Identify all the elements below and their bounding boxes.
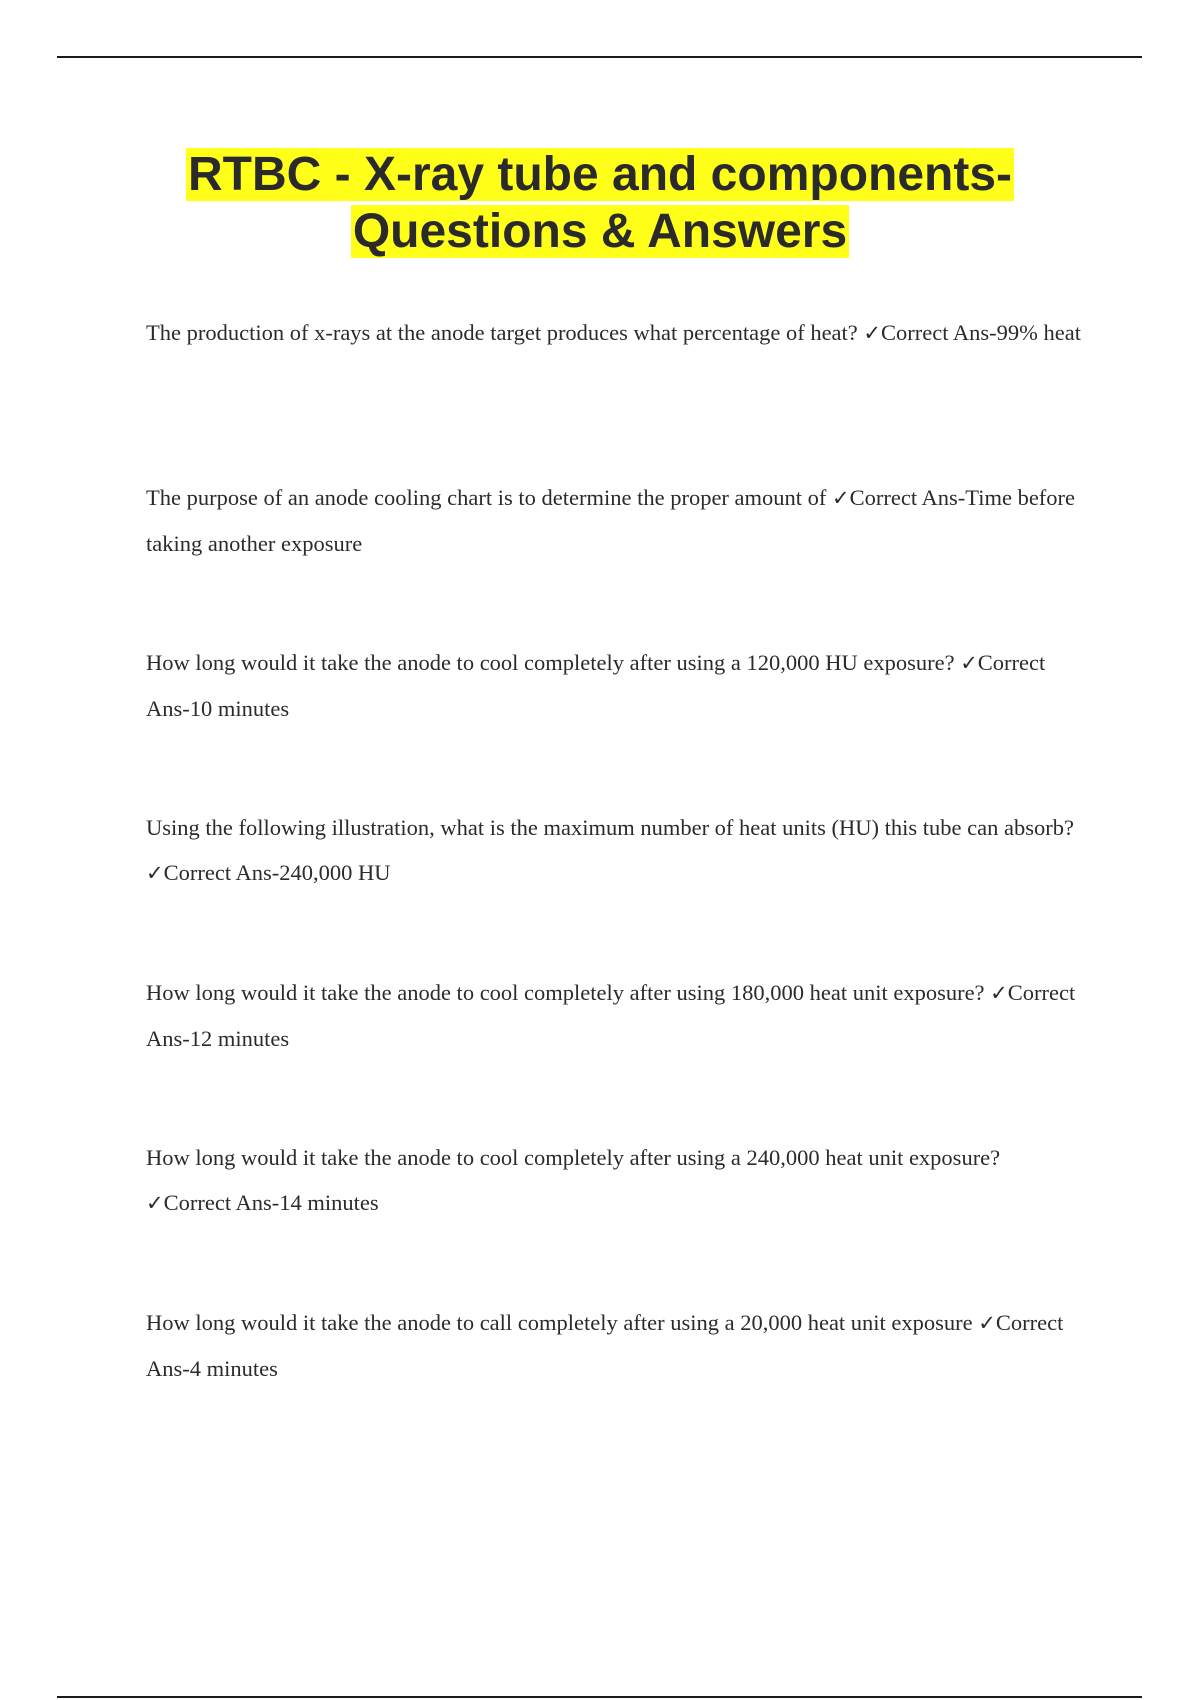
answer-prefix: Correct Ans- [849,485,966,510]
checkmark-icon: ✓ [146,861,164,885]
question-text: The purpose of an anode cooling chart is to determine the proper amount of [146,485,833,510]
answer-text: 12 minutes [189,1026,290,1051]
title-line-2: Questions & Answers [352,205,848,258]
answer-text: 240,000 HU [279,860,391,885]
qa-item-5 [146,970,1086,1090]
answer-prefix: Correct Ans- [881,320,997,345]
checkmark-icon: ✓ [960,651,978,675]
answer-text: 4 minutes [189,1356,278,1381]
qa-item-1 [146,310,1086,430]
top-divider [57,56,1142,58]
answer-text: 14 minutes [279,1190,379,1215]
answer-text: 10 minutes [189,696,290,721]
question-text: How long would it take the anode to cool completely after using 180,000 heat unit exposure? [146,980,991,1005]
question-text: How long would it take the anode to call completely after using a 20,000 heat unit exposure [146,1310,979,1335]
question-text: Using the following illustration, what is the maximum number of heat units (HU) this tube can absorb? [146,815,1074,840]
qa-item-3 [146,640,1086,760]
document-title [0,146,1200,260]
qa-item-4 [146,805,1086,925]
answer-text: Time before taking another exposure [146,485,1076,556]
answer-prefix: Correct Ans- [146,1310,1064,1381]
qa-list [146,310,1086,1420]
checkmark-icon: ✓ [146,1191,164,1215]
checkmark-icon: ✓ [990,981,1008,1005]
question-text: How long would it take the anode to cool completely after using a 120,000 HU exposure? [146,650,961,675]
question-text: How long would it take the anode to cool completely after using a 240,000 heat unit exposure? [146,1145,1001,1170]
question-text: The production of x-rays at the anode target produces what percentage of heat? [146,320,864,345]
answer-prefix: Correct Ans- [163,860,280,885]
answer-text: 99% heat [996,320,1081,345]
bottom-divider [57,1696,1142,1698]
answer-prefix: Correct Ans- [146,980,1076,1051]
checkmark-icon: ✓ [832,486,850,510]
qa-item-7 [146,1300,1086,1420]
answer-prefix: Correct Ans- [163,1190,280,1215]
title-line-1: RTBC - X-ray tube and components- [187,148,1013,201]
qa-item-6 [146,1135,1086,1255]
checkmark-icon: ✓ [863,321,882,345]
answer-prefix: Correct Ans- [146,650,1046,721]
checkmark-icon: ✓ [978,1311,996,1335]
qa-item-2 [146,475,1086,595]
